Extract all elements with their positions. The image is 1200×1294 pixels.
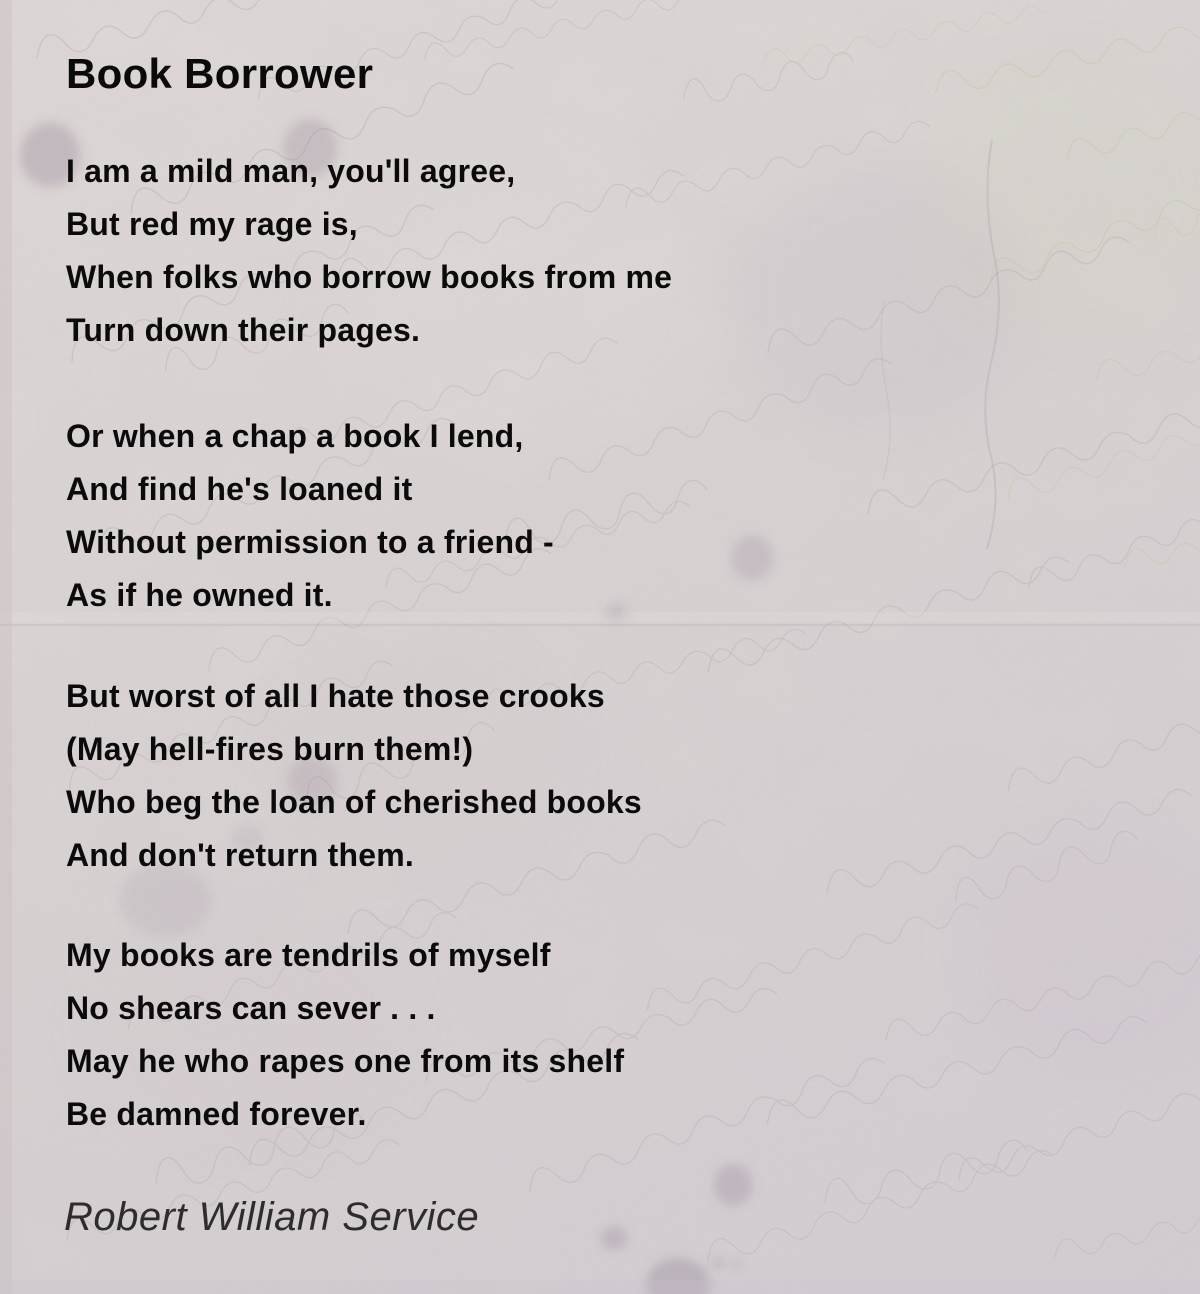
- stanza-3: [66, 670, 642, 882]
- poem-title: Book Borrower: [66, 50, 374, 97]
- poem-line: No shears can sever . . .: [66, 990, 436, 1026]
- poem-line: Or when a chap a book I lend,: [66, 418, 524, 454]
- poem-line: (May hell-fires burn them!): [66, 731, 474, 767]
- stanza-2: [66, 410, 554, 622]
- poem-line: Turn down their pages.: [66, 312, 421, 348]
- poem-line: I am a mild man, you'll agree,: [66, 153, 516, 189]
- poem-line: May he who rapes one from its shelf: [66, 1043, 625, 1079]
- poem-line: Be damned forever.: [66, 1096, 367, 1132]
- author-name: Robert William Service: [64, 1195, 480, 1239]
- poem-line: When folks who borrow books from me: [66, 259, 673, 295]
- poem-line: And find he's loaned it: [66, 471, 413, 507]
- stanza-4: [66, 929, 624, 1141]
- poem-line: Who beg the loan of cherished books: [66, 784, 642, 820]
- poem-line: And don't return them.: [66, 837, 414, 873]
- poem-line: Without permission to a friend -: [66, 524, 554, 560]
- stanza-1: [66, 145, 672, 357]
- poem-line: But worst of all I hate those crooks: [66, 678, 605, 714]
- poem-line: But red my rage is,: [66, 206, 358, 242]
- poem-line: As if he owned it.: [66, 577, 333, 613]
- poem-line: My books are tendrils of myself: [66, 937, 551, 973]
